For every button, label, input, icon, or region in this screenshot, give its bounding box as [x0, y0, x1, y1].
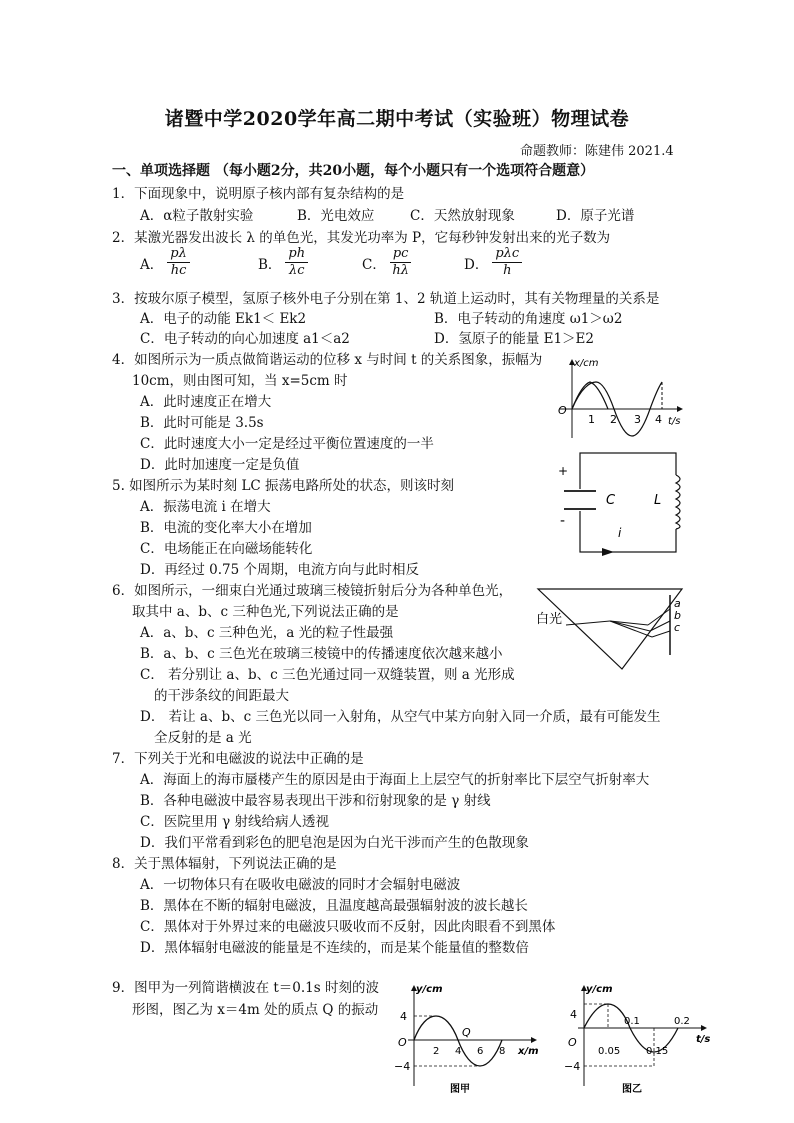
q9b-xlabel: t/s [696, 1034, 711, 1045]
q6-option-c-line1: C． 若分别让 a、b、c 三色光通过同一双缝装置，则 a 光形成 [140, 667, 515, 683]
q9a-tick-2: 2 [433, 1046, 440, 1057]
byline: 命题教师：陈建伟 2021.4 [520, 144, 674, 159]
q9b-neg-label: −4 [564, 1060, 581, 1073]
q7-option-c: C．医院里用 γ 射线给病人透视 [140, 814, 329, 830]
q9b-tick-01: 0.1 [624, 1016, 640, 1027]
q1-option-c: C．天然放射现象 [410, 208, 515, 224]
q3-option-a: A．电子的动能 Ek1＜ Ek2 [140, 311, 307, 327]
q2-c-fraction [390, 246, 412, 279]
q2-d-label: D． [464, 256, 489, 273]
q4-tick-1: 1 [588, 413, 595, 426]
q2-option-d [464, 246, 522, 279]
q7-option-b: B．各种电磁波中最容易表现出干涉和衍射现象的是 γ 射线 [140, 793, 491, 809]
q7-option-a: A．海面上的海市蜃楼产生的原因是由于海面上上层空气的折射率比下层空气折射率大 [140, 772, 650, 788]
question-6-stem-line2: 取其中 a、b、c 三种色光,下列说法正确的是 [132, 604, 399, 620]
q2-c-label: C． [362, 256, 386, 273]
q5-current-label: i [618, 526, 622, 540]
q4-option-a: A．此时速度正在增大 [140, 394, 272, 410]
question-4-stem-line2: 10cm，则由图可知，当 x=5cm 时 [132, 373, 348, 389]
q2-option-b [258, 246, 308, 279]
q4-tick-4: 4 [655, 413, 662, 426]
q6-white-light-label: 白光 [536, 612, 563, 627]
q3-option-c: C．电子转动的向心加速度 a1＜a2 [140, 331, 350, 347]
q5-option-b: B．电流的变化率大小在增加 [140, 520, 312, 536]
q9b-tick-005: 0.05 [598, 1046, 621, 1057]
q5-option-c: C．电场能正在向磁场能转化 [140, 541, 313, 557]
q6-ray-inside-b [610, 621, 650, 631]
q2-a-fraction [167, 246, 190, 279]
question-1-stem: 1．下面现象中，说明原子核内部有复杂结构的是 [112, 186, 405, 202]
q4-option-d: D．此时加速度一定是负值 [140, 457, 300, 473]
q6-prism [538, 589, 682, 669]
q4-tick-3: 3 [634, 413, 641, 426]
q9a-origin: O [398, 1036, 407, 1049]
question-9-stem-line2: 形图，图乙为 x＝4m 处的质点 Q 的振动 [132, 1002, 379, 1018]
q9a-ylabel: y/cm [416, 984, 443, 995]
q4-xlabel: t/s [668, 416, 681, 427]
q9a-point-q: Q [462, 1026, 471, 1039]
q5-minus: - [560, 513, 566, 529]
question-8-stem: 8．关于黑体辐射，下列说法正确的是 [112, 856, 337, 872]
q9a-xlabel: x/m [518, 1046, 539, 1057]
q6-option-b: B．a、b、c 三色光在玻璃三棱镜中的传播速度依次越来越小 [140, 646, 503, 662]
q9b-origin: O [568, 1036, 577, 1049]
q5-plus: + [558, 464, 569, 478]
q5-cap-label: C [606, 493, 616, 508]
q9a-tick-8: 8 [499, 1046, 506, 1057]
q6-label-a: a [674, 597, 681, 610]
q6-label-b: b [674, 609, 681, 622]
page-title: 诸暨中学2020学年高二期中考试（实验班）物理试卷 [164, 108, 630, 130]
q8-option-a: A．一切物体只有在吸收电磁波的同时才会辐射电磁波 [140, 877, 461, 893]
q9b-ylabel: y/cm [586, 984, 613, 995]
question-5-stem: 5. 如图所示为某时刻 LC 振荡电路所处的状态，则该时刻 [112, 478, 455, 494]
q6-ray-out-b [650, 621, 670, 631]
question-7-stem: 7．下列关于光和电磁波的说法中正确的是 [112, 751, 364, 767]
q8-option-c: C．黑体对于外界过来的电磁波只吸收而不反射，因此肉眼看不到黑体 [140, 919, 556, 935]
q3-option-d: D．氢原子的能量 E1＞E2 [434, 331, 595, 347]
question-6-stem-line1: 6．如图所示，一细束白光通过玻璃三棱镜折射后分为各种单色光， [112, 583, 513, 599]
q6-option-d-line2: 全反射的是 a 光 [154, 730, 252, 746]
q2-b-fraction [285, 246, 308, 279]
q9b-tick-015: 0.15 [646, 1046, 669, 1057]
q2-a-denominator: hc [170, 263, 187, 278]
q3-option-b: B．电子转动的角速度 ω1＞ω2 [434, 311, 623, 327]
q4-origin: O [558, 404, 567, 417]
q7-option-d: D．我们平常看到彩色的肥皂泡是因为白光干涉而产生的色散现象 [140, 835, 529, 851]
q6-prism-figure [530, 585, 690, 675]
q2-d-fraction [492, 246, 522, 279]
q9a-neg-label: −4 [394, 1060, 411, 1073]
q8-option-b: B．黑体在不断的辐射电磁波，且温度越高最强辐射波的波长越长 [140, 898, 528, 914]
q6-option-a: A．a、b、c 三种色光，a 光的粒子性最强 [140, 625, 394, 641]
q4-option-b: B．此时可能是 3.5s [140, 415, 264, 431]
q4-ylabel: x/cm [574, 358, 599, 369]
q9-wave-graph-a [390, 978, 550, 1096]
q9b-caption: 图乙 [622, 1084, 642, 1095]
q9a-caption: 图甲 [450, 1084, 470, 1095]
q9a-tick-4: 4 [455, 1046, 462, 1057]
q5-ind-label: L [654, 493, 662, 508]
q6-option-c-line2: 的干涉条纹的间距最大 [154, 688, 289, 704]
q2-b-numerator: ph [285, 246, 308, 263]
q2-b-label: B． [258, 256, 282, 273]
q2-c-numerator: pc [390, 246, 412, 263]
q1-option-d: D．原子光谱 [556, 208, 635, 224]
q6-ray-out-c [652, 631, 670, 637]
section-heading: 一、单项选择题 （每小题2分，共20小题，每个小题只有一个选项符合题意） [112, 163, 595, 179]
q1-option-a: A．α粒子散射实验 [140, 208, 254, 224]
q2-c-denominator: hλ [392, 263, 409, 278]
q2-d-numerator: pλc [492, 246, 522, 263]
q5-current-arrow [602, 548, 614, 556]
q9-vibration-graph-b [560, 978, 720, 1096]
q1-option-b: B．光电效应 [297, 208, 375, 224]
q5-lc-circuit [550, 445, 690, 560]
question-2-stem: 2．某激光器发出波长 λ 的单色光，其发光功率为 P，它每秒钟发射出来的光子数为 [112, 230, 611, 246]
question-3-stem: 3．按玻尔原子模型，氢原子核外电子分别在第 1、2 轨道上运动时，其有关物理量的关系是 [112, 291, 660, 307]
q5-option-d: D．再经过 0.75 个周期，电流方向与此时相反 [140, 562, 419, 578]
q8-option-d: D．黑体辐射电磁波的能量是不连续的，而是某个能量值的整数倍 [140, 940, 529, 956]
q9b-pos-label: 4 [570, 1008, 577, 1021]
q2-a-numerator: pλ [167, 246, 190, 263]
q2-option-a [140, 246, 190, 279]
q2-option-c [362, 246, 411, 279]
q6-label-c: c [674, 621, 681, 634]
q4-xt-graph [550, 352, 690, 442]
q9a-pos-label: 4 [400, 1010, 407, 1023]
q2-d-denominator: h [503, 263, 512, 278]
q5-option-a: A．振荡电流 i 在增大 [140, 499, 271, 515]
question-4-stem-line1: 4．如图所示为一质点做简谐运动的位移 x 与时间 t 的关系图象，振幅为 [112, 352, 543, 368]
q9a-wave-curve [414, 1016, 502, 1066]
question-9-stem-line1: 9．图甲为一列简谐横波在 t＝0.1s 时刻的波 [112, 980, 379, 996]
q2-a-label: A． [140, 256, 164, 273]
q4-option-c: C．此时速度大小一定是经过平衡位置速度的一半 [140, 436, 434, 452]
q9a-tick-6: 6 [477, 1046, 484, 1057]
q2-b-denominator: λc [289, 263, 305, 278]
q6-option-d-line1: D． 若让 a、b、c 三色光以同一入射角，从空气中某方向射入同一介质，最有可能发生 [140, 709, 661, 725]
q4-tick-2: 2 [610, 413, 617, 426]
q9b-tick-02: 0.2 [674, 1016, 690, 1027]
